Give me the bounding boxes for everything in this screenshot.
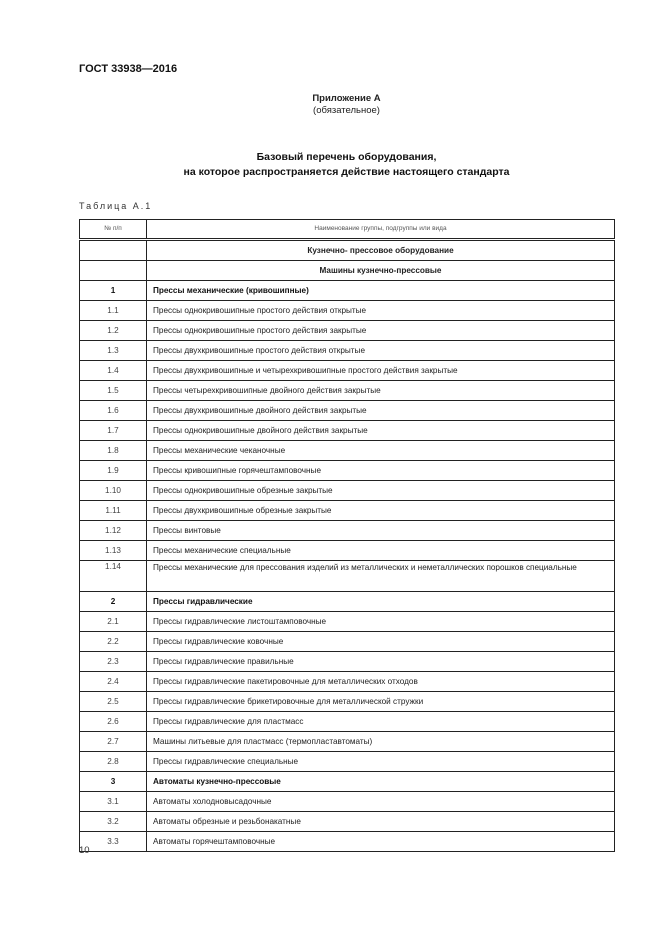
- row-number: 2.4: [80, 672, 147, 692]
- row-name: Прессы гидравлические для пластмасс: [147, 712, 615, 732]
- row-name: Прессы гидравлические правильные: [147, 652, 615, 672]
- row-number: 1.13: [80, 541, 147, 561]
- table-row: [80, 712, 615, 732]
- row-name: Прессы механические чеканочные: [147, 441, 615, 461]
- document-id: ГОСТ 33938—2016: [79, 63, 178, 75]
- row-name: Прессы четырехкривошипные двойного действия закрытые: [147, 381, 615, 401]
- row-number: 1: [80, 281, 147, 301]
- row-number: 1.8: [80, 441, 147, 461]
- table-row: [80, 592, 615, 612]
- row-name: Прессы двухкривошипные обрезные закрытые: [147, 501, 615, 521]
- row-name: Автоматы кузнечно-прессовые: [147, 772, 615, 792]
- table-row: [80, 240, 615, 261]
- row-name: Автоматы горячештамповочные: [147, 832, 615, 852]
- table-row: [80, 561, 615, 592]
- table-row: [80, 401, 615, 421]
- row-number: 2.7: [80, 732, 147, 752]
- row-number: 2.6: [80, 712, 147, 732]
- page-number: 10: [79, 845, 90, 856]
- row-number: 1.4: [80, 361, 147, 381]
- table-row: [80, 461, 615, 481]
- table-row: [80, 521, 615, 541]
- table-row: [80, 341, 615, 361]
- table-row: [80, 441, 615, 461]
- row-name: Кузнечно- прессовое оборудование: [147, 240, 615, 261]
- table-row: [80, 612, 615, 632]
- row-number: 2.5: [80, 692, 147, 712]
- table-row: [80, 652, 615, 672]
- row-name: Автоматы обрезные и резьбонакатные: [147, 812, 615, 832]
- row-number: 1.3: [80, 341, 147, 361]
- row-number: 1.12: [80, 521, 147, 541]
- table-row: [80, 501, 615, 521]
- table-caption: Таблица А.1: [79, 201, 153, 211]
- row-number: 1.1: [80, 301, 147, 321]
- table-row: [80, 772, 615, 792]
- row-name: Прессы двухкривошипные простого действия открытые: [147, 341, 615, 361]
- row-name: Прессы механические для прессования изделий из металлических и неметаллических порошков специальные: [147, 561, 615, 592]
- table-header-row: [80, 220, 615, 240]
- row-number: 1.14: [80, 561, 147, 592]
- page-title: [79, 150, 614, 180]
- row-number: 2.2: [80, 632, 147, 652]
- row-name: Прессы гидравлические ковочные: [147, 632, 615, 652]
- table-row: [80, 301, 615, 321]
- row-number: 1.7: [80, 421, 147, 441]
- row-number: 1.6: [80, 401, 147, 421]
- row-number: [80, 261, 147, 281]
- row-name: Прессы гидравлические брикетировочные для металлической стружки: [147, 692, 615, 712]
- row-name: Прессы механические (кривошипные): [147, 281, 615, 301]
- table-row: [80, 361, 615, 381]
- row-name: Прессы однокривошипные простого действия закрытые: [147, 321, 615, 341]
- row-number: 3.3: [80, 832, 147, 852]
- header-name: Наименование группы, подгруппы или вида: [147, 220, 615, 240]
- title-line-1: Базовый перечень оборудования,: [256, 151, 437, 163]
- table-row: [80, 732, 615, 752]
- appendix-status: (обязательное): [313, 105, 380, 116]
- table-row: [80, 752, 615, 772]
- row-name: Прессы гидравлические пакетировочные для металлических отходов: [147, 672, 615, 692]
- table-row: [80, 481, 615, 501]
- row-name: Прессы кривошипные горячештамповочные: [147, 461, 615, 481]
- row-name: Прессы гидравлические: [147, 592, 615, 612]
- table-row: [80, 261, 615, 281]
- header-number: № п/п: [80, 220, 147, 240]
- row-name: Прессы гидравлические листоштамповочные: [147, 612, 615, 632]
- row-name: Прессы однокривошипные обрезные закрытые: [147, 481, 615, 501]
- table-row: [80, 672, 615, 692]
- table-row: [80, 541, 615, 561]
- row-number: 2.3: [80, 652, 147, 672]
- row-name: Прессы двухкривошипные и четырехкривошипные простого действия закрытые: [147, 361, 615, 381]
- row-name: Прессы однокривошипные простого действия открытые: [147, 301, 615, 321]
- row-name: Прессы гидравлические специальные: [147, 752, 615, 772]
- table-row: [80, 421, 615, 441]
- row-number: 3.2: [80, 812, 147, 832]
- row-name: Прессы двухкривошипные двойного действия закрытые: [147, 401, 615, 421]
- appendix-heading: [79, 93, 614, 117]
- row-name: Машины литьевые для пластмасс (термопластавтоматы): [147, 732, 615, 752]
- equipment-table: [79, 219, 615, 852]
- row-number: 1.2: [80, 321, 147, 341]
- row-name: Прессы механические специальные: [147, 541, 615, 561]
- row-number: 2.1: [80, 612, 147, 632]
- row-number: 2: [80, 592, 147, 612]
- table-row: [80, 792, 615, 812]
- table-row: [80, 281, 615, 301]
- row-number: 3.1: [80, 792, 147, 812]
- row-number: 1.5: [80, 381, 147, 401]
- row-number: 2.8: [80, 752, 147, 772]
- row-number: 1.11: [80, 501, 147, 521]
- table-row: [80, 381, 615, 401]
- row-number: 1.10: [80, 481, 147, 501]
- row-name: Машины кузнечно-прессовые: [147, 261, 615, 281]
- title-line-2: на которое распространяется действие настоящего стандарта: [183, 166, 510, 178]
- table-row: [80, 832, 615, 852]
- row-number: 3: [80, 772, 147, 792]
- appendix-title: Приложение А: [312, 93, 381, 104]
- table-row: [80, 321, 615, 341]
- row-name: Автоматы холодновысадочные: [147, 792, 615, 812]
- row-number: 1.9: [80, 461, 147, 481]
- row-name: Прессы винтовые: [147, 521, 615, 541]
- row-number: [80, 240, 147, 261]
- table-row: [80, 692, 615, 712]
- row-name: Прессы однокривошипные двойного действия закрытые: [147, 421, 615, 441]
- table-row: [80, 812, 615, 832]
- table-row: [80, 632, 615, 652]
